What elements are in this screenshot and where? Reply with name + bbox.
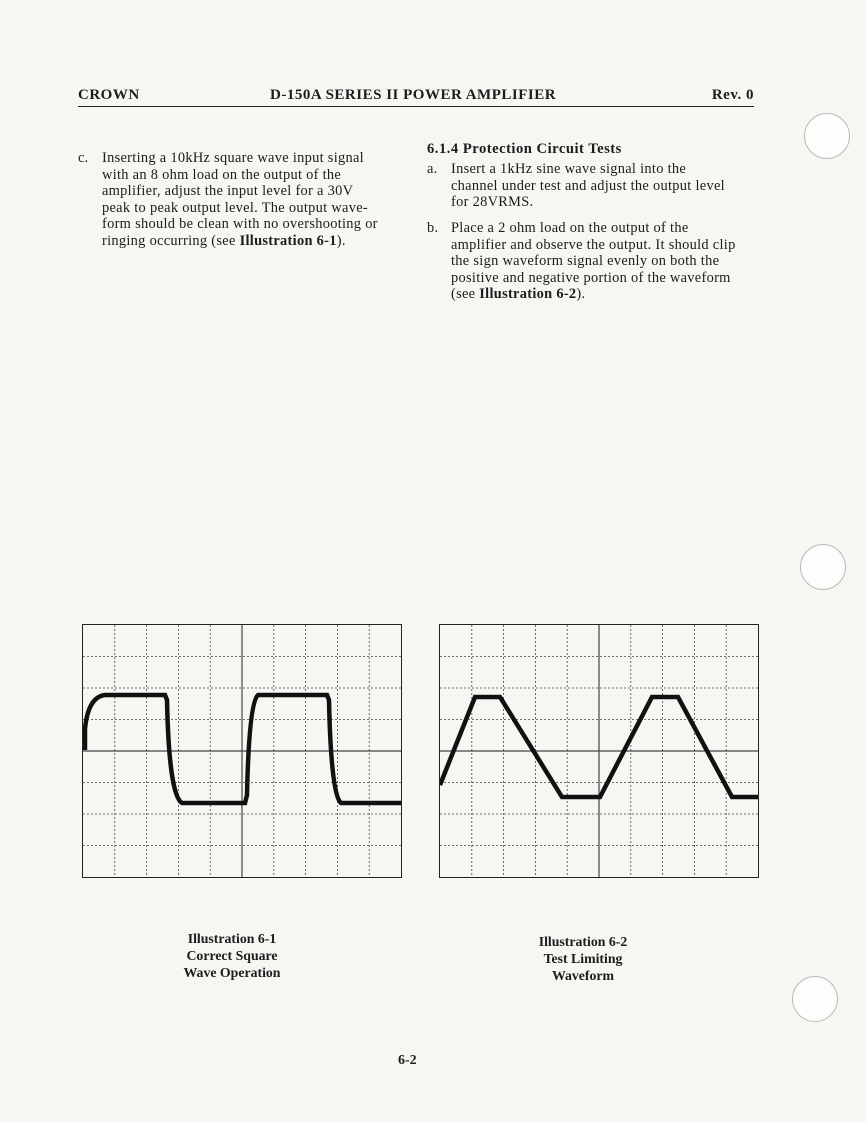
text-line: channel under test and adjust the output level — [451, 177, 725, 194]
text-line: ringing occurring (see Illustration 6-1). — [102, 232, 346, 249]
list-item-label: b. — [427, 220, 439, 236]
list-item-label: a. — [427, 161, 438, 177]
page-number: 6-2 — [398, 1053, 417, 1068]
square-wave-trace — [85, 695, 401, 803]
list-item-text — [451, 220, 771, 303]
text-line: peak to peak output level. The output wave- — [102, 199, 368, 216]
list-item-text — [451, 161, 771, 211]
list-item-label: c. — [78, 150, 89, 166]
caption-line: Test Limiting — [543, 951, 623, 966]
binder-hole-middle — [800, 544, 846, 590]
list-item-a — [427, 161, 767, 217]
scope-grid — [83, 625, 401, 877]
text-line: positive and negative portion of the waveform — [451, 269, 731, 286]
text-line: (see Illustration 6-2). — [451, 286, 586, 303]
figure-caption-6-2 — [483, 933, 683, 984]
text-line: amplifier and observe the output. It should clip — [451, 236, 736, 253]
illustration-reference: Illustration 6-1 — [239, 232, 337, 249]
figure-caption-6-1 — [132, 930, 332, 981]
header-left: CROWN — [78, 87, 140, 103]
illustration-reference: Illustration 6-2 — [479, 286, 577, 303]
oscilloscope-figure-6-1 — [82, 624, 402, 878]
caption-line: Wave Operation — [183, 965, 281, 980]
caption-line: Correct Square — [186, 948, 278, 963]
oscilloscope-figure-6-2 — [439, 624, 759, 878]
text-line: with an 8 ohm load on the output of the — [102, 166, 342, 183]
section-heading: 6.1.4 Protection Circuit Tests — [427, 141, 622, 157]
text-line: form should be clean with no overshooting or — [102, 216, 378, 233]
caption-line: Illustration 6-1 — [187, 931, 277, 946]
page-header — [78, 86, 754, 107]
binder-hole-bottom — [792, 976, 838, 1022]
text-line: amplifier, adjust the input level for a 30V — [102, 183, 354, 200]
caption-line: Waveform — [551, 968, 615, 983]
header-title: D-150A SERIES II POWER AMPLIFIER — [270, 87, 557, 103]
scope-grid — [440, 625, 758, 877]
text-line: Place a 2 ohm load on the output of the — [451, 220, 689, 236]
list-item-c — [78, 150, 408, 260]
text-line: the sign waveform signal evenly on both the — [451, 253, 720, 270]
text-line: Inserting a 10kHz square wave input signal — [102, 150, 364, 166]
text-line: Insert a 1kHz sine wave signal into the — [451, 161, 687, 177]
list-item-text — [102, 150, 412, 250]
header-revision: Rev. 0 — [711, 87, 754, 103]
list-item-b — [427, 220, 767, 310]
text-line: for 28VRMS. — [451, 194, 534, 211]
caption-line: Illustration 6-2 — [538, 934, 628, 949]
binder-hole-top — [804, 113, 850, 159]
